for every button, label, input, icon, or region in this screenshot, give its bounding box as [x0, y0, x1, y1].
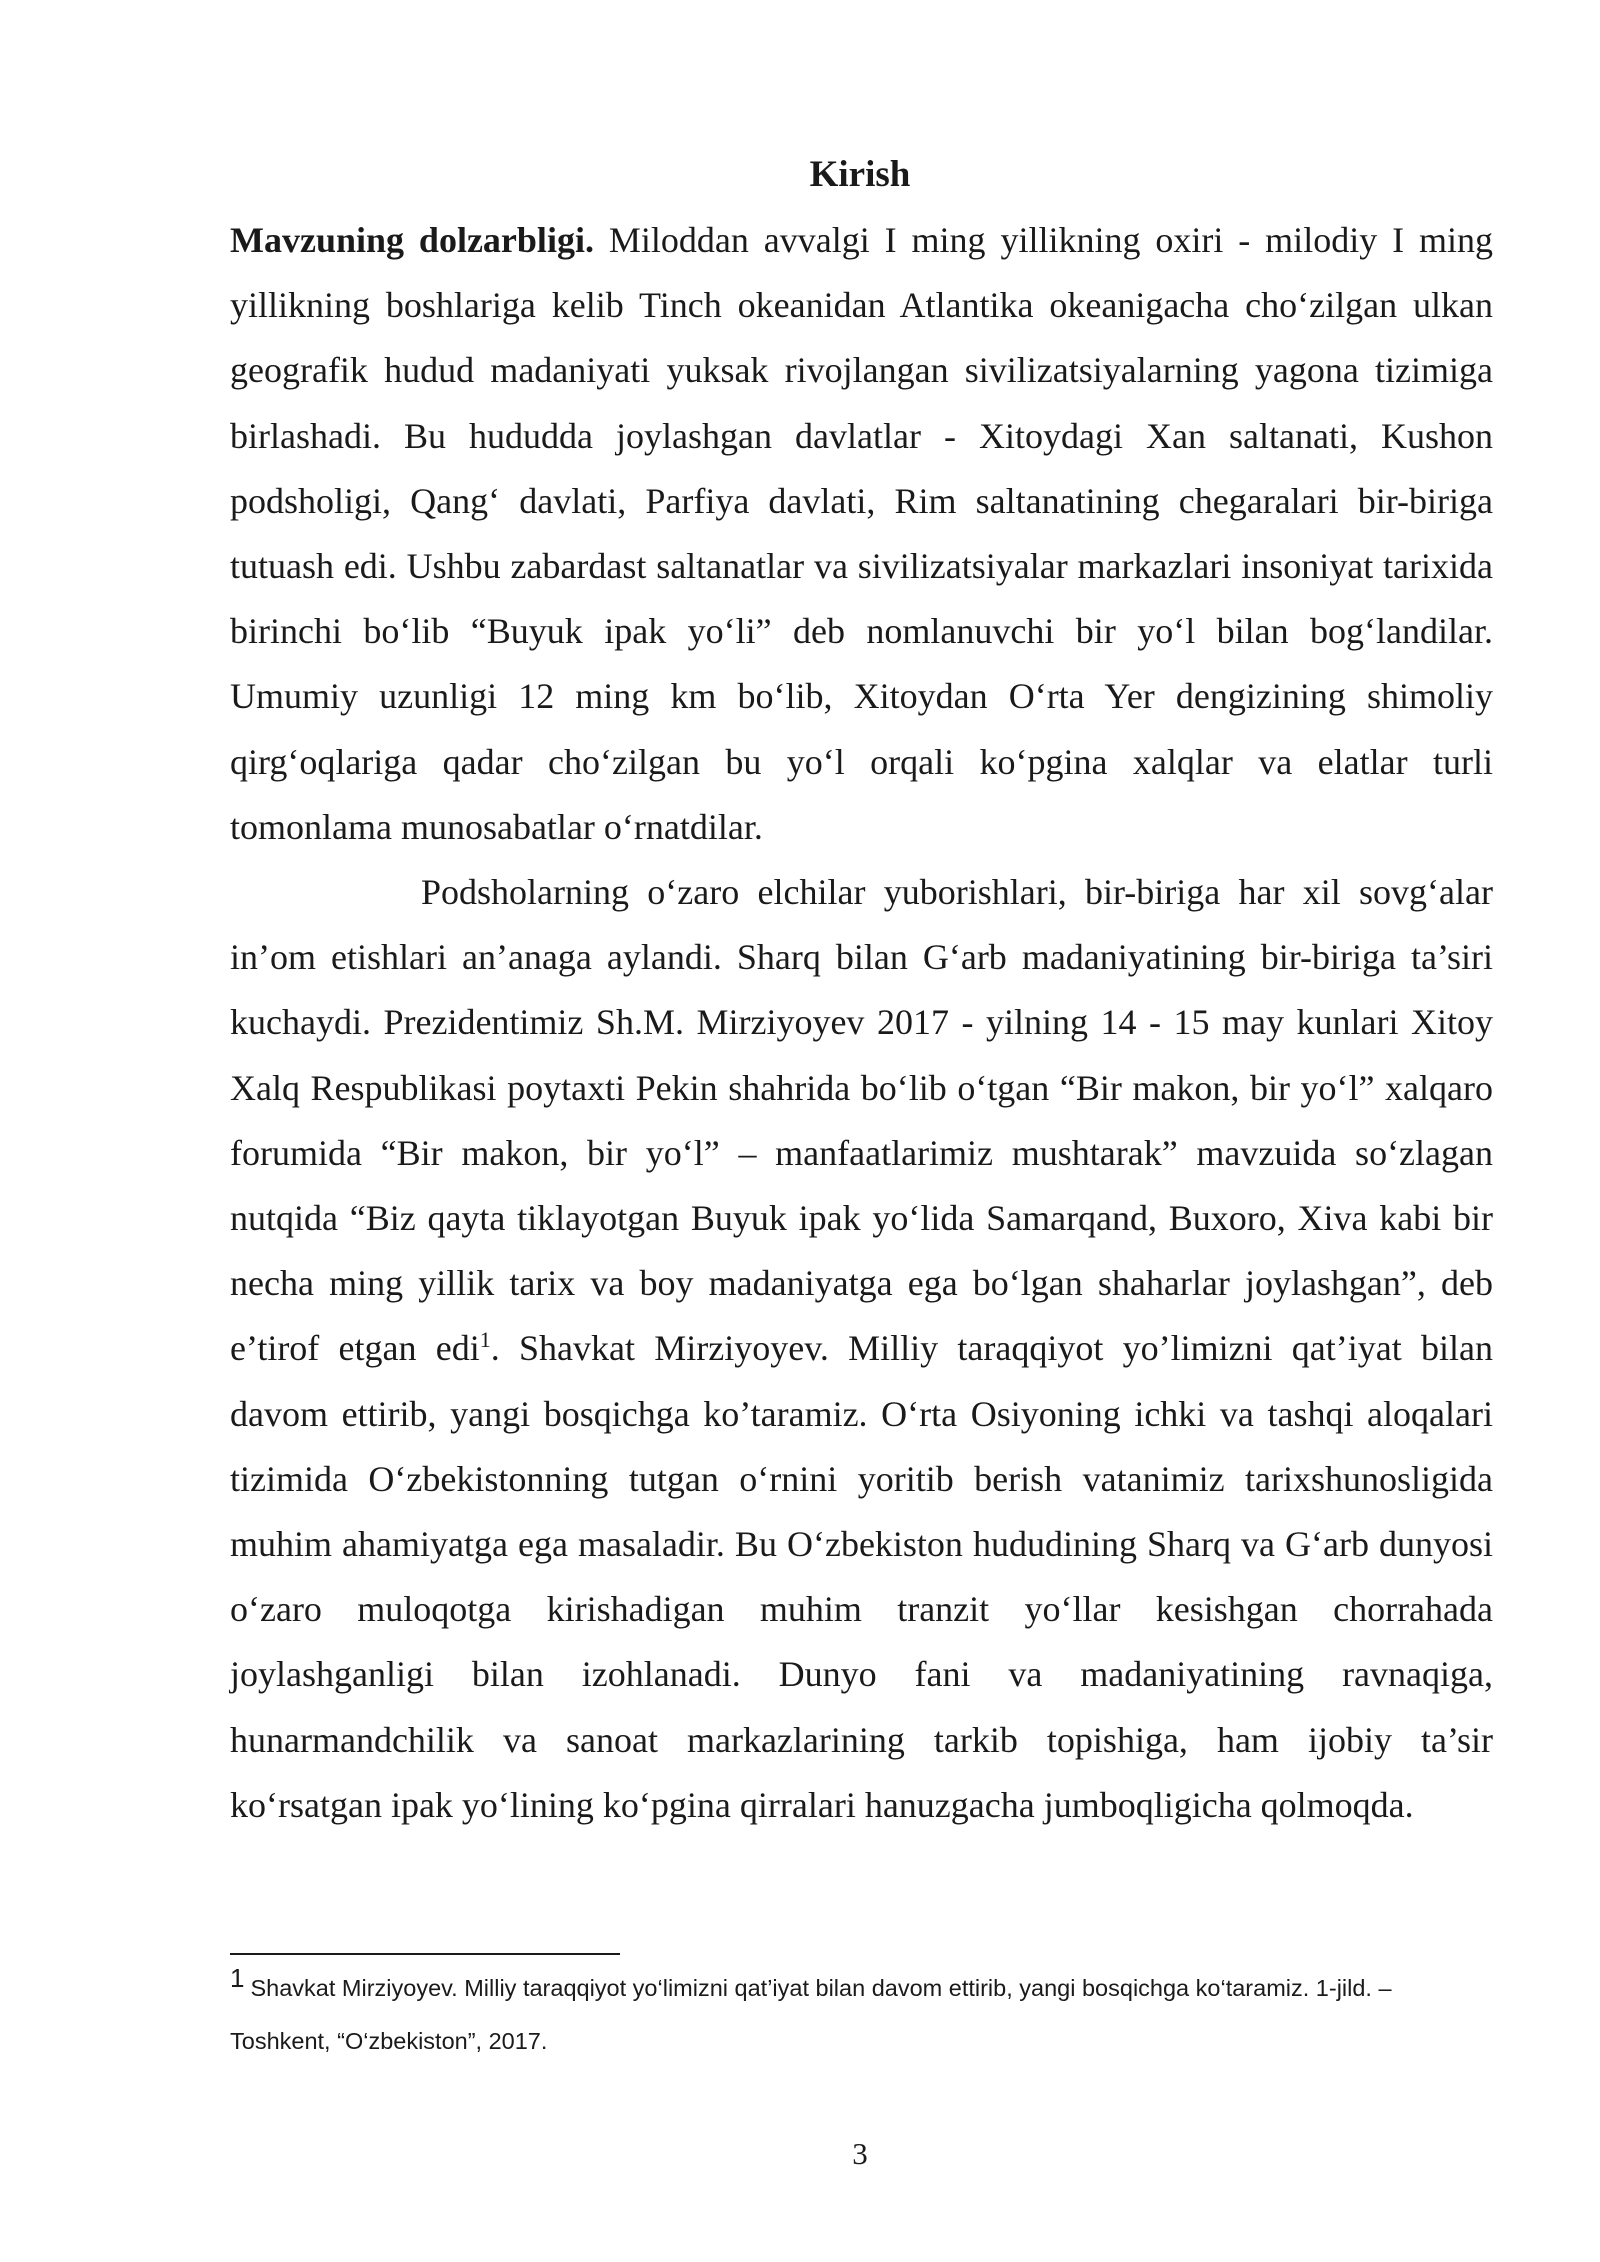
- footnote-text: Shavkat Mirziyoyev. Milliy taraqqiyot yo‘limizni qat’iyat bilan davom ettirib, yangi bosqichga ko‘taramiz. 1-jild. – Toshkent, “O‘zbekiston”, 2017.: [230, 1975, 1392, 2054]
- paragraph-second: [230, 860, 1493, 1838]
- paragraph-text-after-note: . Shavkat Mirziyoyev. Milliy taraqqiyot yo’limizni qat’iyat bilan davom ettirib, yangi bosqichga ko’taramiz. O‘rta Osiyoning ichki va tashqi aloqalari tizimida O‘zbekistonning tutgan o‘rnini yoritib berish vatanimiz tarixshunosligida muhim ahamiyatga ega masaladir. Bu O‘zbekiston hududining Sharq va G‘arb dunyosi o‘zaro muloqotga kirishadigan muhim tranzit yo‘llar kesishgan chorrahada joylashganligi bilan izohlanadi. Dunyo fani va madaniyatining ravnaqiga, hunarmandchilik va sanoat markazlarining tarkib topishiga, ham ijobiy ta’sir ko‘rsatgan ipak yo‘lining ko‘pgina qirralari hanuzgacha jumboqligicha qolmoqda.: [230, 1328, 1493, 1825]
- footnote-reference[interactable]: 1: [479, 1327, 491, 1353]
- paragraph-text: Miloddan avvalgi I ming yillikning oxiri - milodiy I ming yillikning boshlariga kelib Tinch okeanidan Atlantika okeanigacha cho‘zilgan ulkan geografik hudud madaniyati yuksak rivojlangan sivilizatsiyalarning yagona tizimiga birlashadi. Bu hududda joylashgan davlatlar - Xitoydagi Xan saltanati, Kushon podsholigi, Qang‘ davlati, Parfiya davlati, Rim saltanatining chegaralari bir-biriga tutuash edi. Ushbu zabardast saltanatlar va sivilizatsiyalar markazlari insoniyat tarixida birinchi bo‘lib “Buyuk ipak yo‘li” deb nomlanuvchi bir yo‘l bilan bog‘landilar. Umumiy uzunligi 12 ming km bo‘lib, Xitoydan O‘rta Yer dengizining shimoliy qirg‘oqlariga qadar cho‘zilgan bu yo‘l orqali ko‘pgina xalqlar va elatlar turli tomonlama munosabatlar o‘rnatdilar.: [230, 220, 1494, 847]
- body-text: [230, 208, 1493, 1838]
- paragraph-text-before-note: Podsholarning o‘zaro elchilar yuborishlari, bir-biriga har xil sovg‘alar in’om etishlari an’anaga aylandi. Sharq bilan G‘arb madaniyatining bir-biriga ta’siri kuchaydi. Prezidentimiz Sh.M. Mirziyoyev 2017 - yilning 14 - 15 may kunlari Xitoy Xalq Respublikasi poytaxti Pekin shahrida bo‘lib o‘tgan “Bir makon, bir yo‘l” xalqaro forumida “Bir makon, bir yo‘l” – manfaatlarimiz mushtarak” mavzuida so‘zlagan nutqida “Biz qayta tiklayotgan Buyuk ipak yo‘lida Samarqand, Buxoro, Xiva kabi bir necha ming yillik tarix va boy madaniyatga ega bo‘lgan shaharlar joylashgan”, deb e’tirof etgan edi: [230, 872, 1493, 1369]
- page-number: 3: [852, 2136, 868, 2171]
- footnote-marker: 1: [230, 1963, 245, 1994]
- page-title: Kirish: [809, 154, 911, 195]
- footnote-separator: [230, 1953, 620, 1955]
- paragraph-relevance: [230, 208, 1493, 860]
- paragraph-lead-heading: Mavzuning dolzarbligi.: [230, 220, 594, 260]
- footnote: [230, 1962, 1493, 2068]
